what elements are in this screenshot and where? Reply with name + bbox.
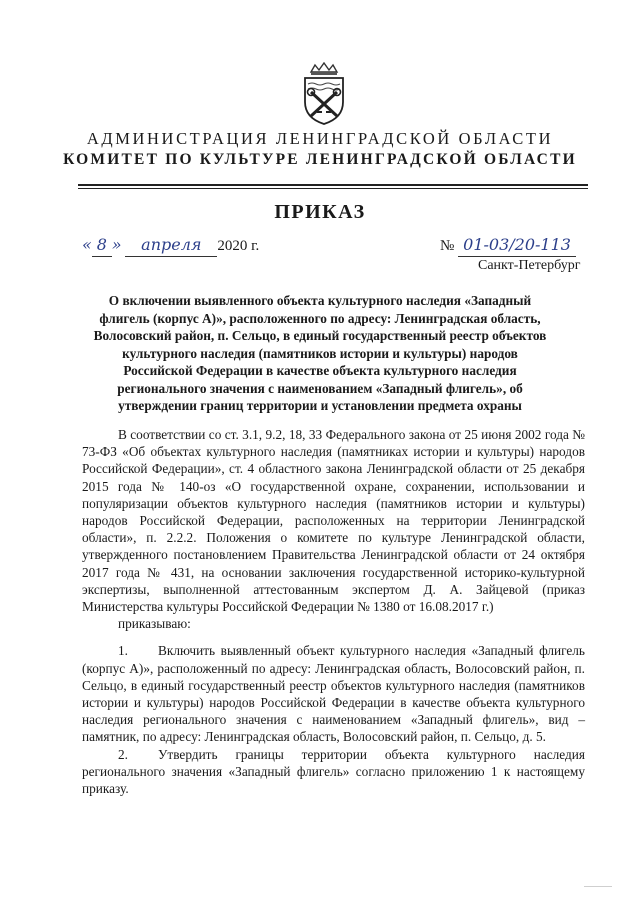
date-month: апреля xyxy=(125,234,217,257)
date-close-quote: » xyxy=(111,235,122,254)
organization-name: АДМИНИСТРАЦИЯ ЛЕНИНГРАДСКОЙ ОБЛАСТИ xyxy=(86,129,554,148)
header-divider-thick xyxy=(78,184,588,186)
header-divider-thin xyxy=(78,188,588,189)
committee-name: КОМИТЕТ ПО КУЛЬТУРЕ ЛЕНИНГРАДСКОЙ ОБЛАСТИ xyxy=(63,151,577,168)
item-text: Утвердить границы территории объекта культурного наследия регионального значения «Западный флигель» согласно приложению 1 к настоящему приказу. xyxy=(82,746,585,797)
date-year: 2020 г. xyxy=(217,238,260,254)
item-number: 1. xyxy=(118,643,128,659)
city: Санкт-Петербург xyxy=(478,258,581,273)
order-body xyxy=(82,426,585,797)
number-label: № xyxy=(440,238,455,254)
coat-of-arms-icon xyxy=(299,62,349,126)
order-word: приказываю: xyxy=(118,616,191,632)
list-item xyxy=(82,746,585,798)
preamble: В соответствии со ст. 3.1, 9.2, 18, 33 Федерального закона от 25 июня 2002 года № 73-ФЗ «Об объектах культурного наследия (памятниках истории и культуры) народов Российской Федерации», ст. 4 областного закона Ленинградской области от 25 декабря 2015 года № 140-оз «О государственной охране, сохранении, использовании и популяризации объектов культурного наследия (памятников истории и культуры) народов Российской Федерации, расположенных на территории Ленинградской области», п. 2.2.2. Положения о комитете по культуре Ленинградской области, утвержденного постановлением Правительства Ленинградской области от 24 октября 2017 года № 431, на основании заключения государственной историко-культурной экспертизы, выполненной аттестованным экспертом Д. А. Зайцевой (приказ Министерства культуры Российской Федерации № 1380 от 16.08.2017 г.) xyxy=(82,427,585,615)
number-value: 01-03/20-113 xyxy=(458,234,576,257)
list-item xyxy=(82,642,585,745)
scan-artifact xyxy=(584,886,612,887)
order-date xyxy=(82,234,259,257)
date-open-quote: « xyxy=(82,235,92,254)
item-number: 2. xyxy=(118,746,128,762)
document-type: ПРИКАЗ xyxy=(274,201,366,223)
item-text: Включить выявленный объект культурного наследия «Западный флигель (корпус А)», расположенный по адресу: Ленинградская область, Волосовский район, п. Сельцо, в единый государственный реестр объектов культурного наследия (памятников истории и культуры) народов Российской Федерации в качестве объекта культурного наследия регионального значения с наименованием «Западный флигель», вид – памятник, по адресу: Ленинградская область, Волосовский район, п. Сельцо, д. 5. xyxy=(82,643,585,745)
date-day: 8 xyxy=(92,234,112,257)
order-title: О включении выявленного объекта культурного наследия «Западный флигель (корпус А)», расположенного по адресу: Ленинградская область, Волосовский район, п. Сельцо, в единый государственный реестр объектов культурного наследия (памятников истории и культуры) народов Российской Федерации в качестве объекта культурного наследия регионального значения с наименованием «Западный флигель», об утверждении границ территории и установлении предмета охраны xyxy=(93,293,547,413)
order-items xyxy=(82,642,585,797)
order-number xyxy=(440,234,576,257)
